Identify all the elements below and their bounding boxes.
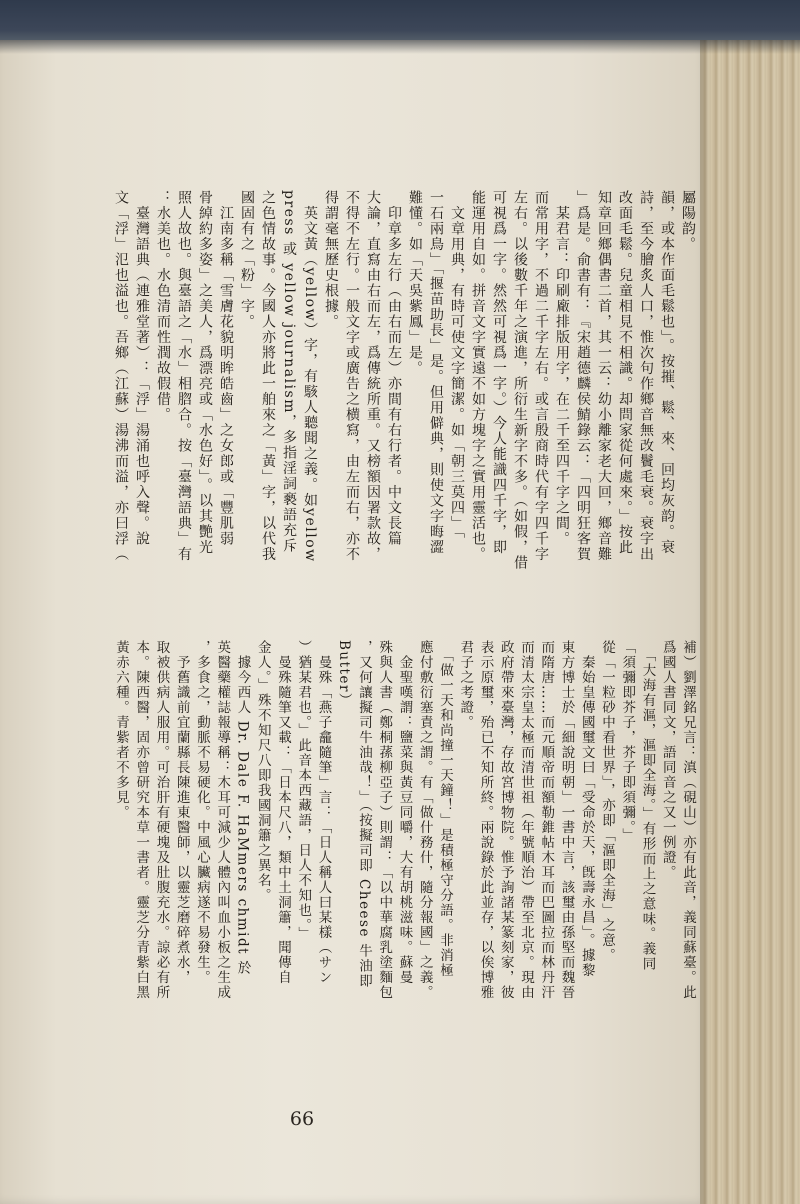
lower-text-column: 本。陳西醫，固亦曾研究本草一書者。靈芝分青紫白黑 [133, 640, 150, 1000]
upper-text-column: 骨綽約多姿」之美人，爲漂亮或「水色好」。以其艷光 [197, 190, 213, 555]
upper-text-column: 屬陽韵。 [680, 190, 696, 252]
lower-text-column: 而隋唐……而元順帝而額勒錐帖木耳而巴圖拉而林丹汗 [538, 640, 555, 1000]
lower-text-column: 取被供病人服用。可治肝有硬塊及肚腹充水。諒必有所 [153, 640, 170, 1000]
upper-text-column: 不得不左行。一般文字或廣告之横寫，由左而右，亦不 [344, 190, 360, 562]
upper-text-column: 」爲是。俞書有：『宋趙德麟侯鯖錄云：「四明狂客賀 [575, 190, 591, 562]
upper-text-column: 得謂毫無歷史根據。 [323, 190, 339, 330]
upper-text-column: 文「浮」氾也溢也。吾鄉（江蘇）湯沸而溢，亦曰浮（ [113, 190, 129, 562]
page-number: 66 [289, 1108, 315, 1130]
lower-text-column: 秦始皇傳國璽文曰「受命於天，旣壽永昌」。據黎 [578, 640, 595, 979]
upper-text-column: 知章回鄉偶書二首，其一云：幼小離家老大回，鄉音難 [596, 190, 612, 562]
upper-text-column: 左右。以後數千年之演進，所衍生新字不多。（如假，借 [512, 190, 528, 571]
upper-text-column: 之色情故事。今國人亦將此一舶來之「黃」字，以代我 [260, 190, 276, 562]
upper-text-column: 大論，直寫由右而左，爲傳統所重。又榜額因署款故， [365, 190, 381, 562]
upper-text-column: 一石兩鳥」「揠苗助長」是。但用僻典，則使文字晦澀 [428, 190, 444, 555]
lower-text-column: 從「一粒砂中看世界」，亦即「漚即全海」之意。 [599, 640, 615, 964]
upper-text-column: 照人故也。與臺語之「水」相脗合。按「臺灣語典」有 [176, 190, 192, 562]
lower-text-column: 「須彌即芥子，芥子即須彌。」 [619, 640, 636, 844]
upper-text-column: 英文黃（yellow）字，有駭人聽聞之義。如yellow [302, 190, 318, 563]
lower-text-block [108, 640, 698, 1200]
upper-text-column: 某君言：印刷廠排版用字，在二千至四千字之間。 [554, 190, 570, 547]
lower-text-column: 「大海有漚，漚即全海。」有形而上之意味。義同 [639, 640, 656, 972]
lower-text-column: 應付敷衍塞責之謂。有「做什務什，隨分報國」之義。 [416, 640, 433, 1000]
lower-text-column: 政府帶來臺灣，存故宮博物院。惟予詢諸某篆刻家，彼 [497, 640, 514, 1000]
upper-text-column: 難懂。如「天吳紫鳳」是。 [407, 190, 423, 376]
lower-text-column: 殊與人書（鄭桐蓀柳亞子）則謂：「以中華腐乳塗麵包 [376, 640, 393, 1000]
lower-text-column: 而清太宗皇太極而清世祖（年號順治）帶至北京。現由 [518, 640, 534, 1000]
upper-text-column: 可視爲一字。然然可視爲一字。）今人能識四千字，即 [491, 190, 507, 555]
upper-text-column: 韻，或本作面毛鬆也」。按摧、鬆、來、回均灰韵。衰 [659, 190, 675, 555]
upper-text-column: 詩，至今膾炙人口，惟次句作鄉音無改鬢毛衰。衰字出 [638, 190, 654, 562]
lower-text-column: 據今西人 Dr. Dale F. HaMmers chmidt 於 [234, 640, 251, 976]
lower-text-column: ）猶某君也。」此音本西藏語，日人不知也。」 [295, 640, 312, 942]
lower-text-column: 君子之考證。 [457, 640, 474, 730]
lower-text-column: Butter） [335, 640, 352, 708]
upper-text-column: 印章多左行（由右而左）亦間有右行者。中文長篇 [386, 190, 402, 547]
upper-text-column: press 或 yellow journalism，多指淫詞褻語充斥 [281, 190, 297, 554]
lower-text-column: 金聖嘆謂：鹽菜與黃豆同嚼，大有胡桃滋味。蘇曼 [396, 640, 413, 985]
lower-text-column: 「做一天和尚撞一天鐘！」是積極守分語。非消極 [437, 640, 453, 979]
upper-text-column: 文章用典，有時可使文字簡潔。如「朝三莫四」「 [449, 190, 465, 540]
upper-text-column: 改面毛鬆。兒童相見不相識。却問家從何處來。」按此 [617, 190, 633, 555]
lower-text-column: 補）劉澤銘兄言：滇（硯山）亦有此音，義同蘇臺。此 [680, 640, 696, 1000]
lower-text-column: 表示原璽，殆已不知所終。兩說錄於此並存，以俟博雅 [477, 640, 494, 1000]
page-edges [700, 40, 800, 1204]
lower-text-column: 金人。」殊不知尺八即我國洞簫之異名。 [254, 640, 271, 904]
top-shadow [0, 40, 800, 54]
upper-text-column: 國固有之「粉」字。 [239, 190, 255, 330]
lower-text-column: 曼殊隨筆又載：「日本尺八，類中土洞簫，聞傳自 [275, 640, 291, 985]
lower-text-column: 黃赤六種。青紫者不多見。 [113, 640, 129, 820]
lower-text-column: ，多食之，動脈不易硬化。中風心臟病遂不易發生。 [194, 640, 210, 985]
upper-text-column: ：水美也。水色清而性潤故假借。 [155, 190, 171, 423]
upper-text-column: 能運用自如。拼音文字實遠不如方塊字之實用靈活也。 [470, 190, 486, 562]
upper-text-column: 而常用字，不過二千字左右。或言殷商時代有字四千字 [533, 190, 549, 562]
lower-text-column: 曼殊「燕子龕隨筆」言：「日人稱人曰某樣（サン [315, 640, 332, 985]
lower-text-column: 東方博士於「細說明朝」一書中言，該璽由孫堅而魏晉 [558, 640, 575, 1000]
lower-text-column: 爲國人書同文，語同音之又一例證。 [659, 640, 676, 880]
upper-text-column: 江南多稱「雪膚花貌明眸皓齒」之女郎或「豐肌弱 [218, 190, 234, 547]
lower-text-column: ，又何讓擬司牛油哉！」（按擬司即 Cheese 牛油即 [356, 640, 372, 989]
upper-text-column: 臺灣語典（連雅堂著）：「浮」湯涌也呼入聲。說 [134, 190, 150, 547]
lower-text-column: 予舊識前宜蘭縣長陳進東醫師，以靈芝磨碎煮水， [173, 640, 190, 985]
upper-text-block [108, 190, 698, 610]
lower-text-column: 英醫藥權誌報導稱：木耳可減少人體內叫血小板之生成 [214, 640, 231, 1000]
